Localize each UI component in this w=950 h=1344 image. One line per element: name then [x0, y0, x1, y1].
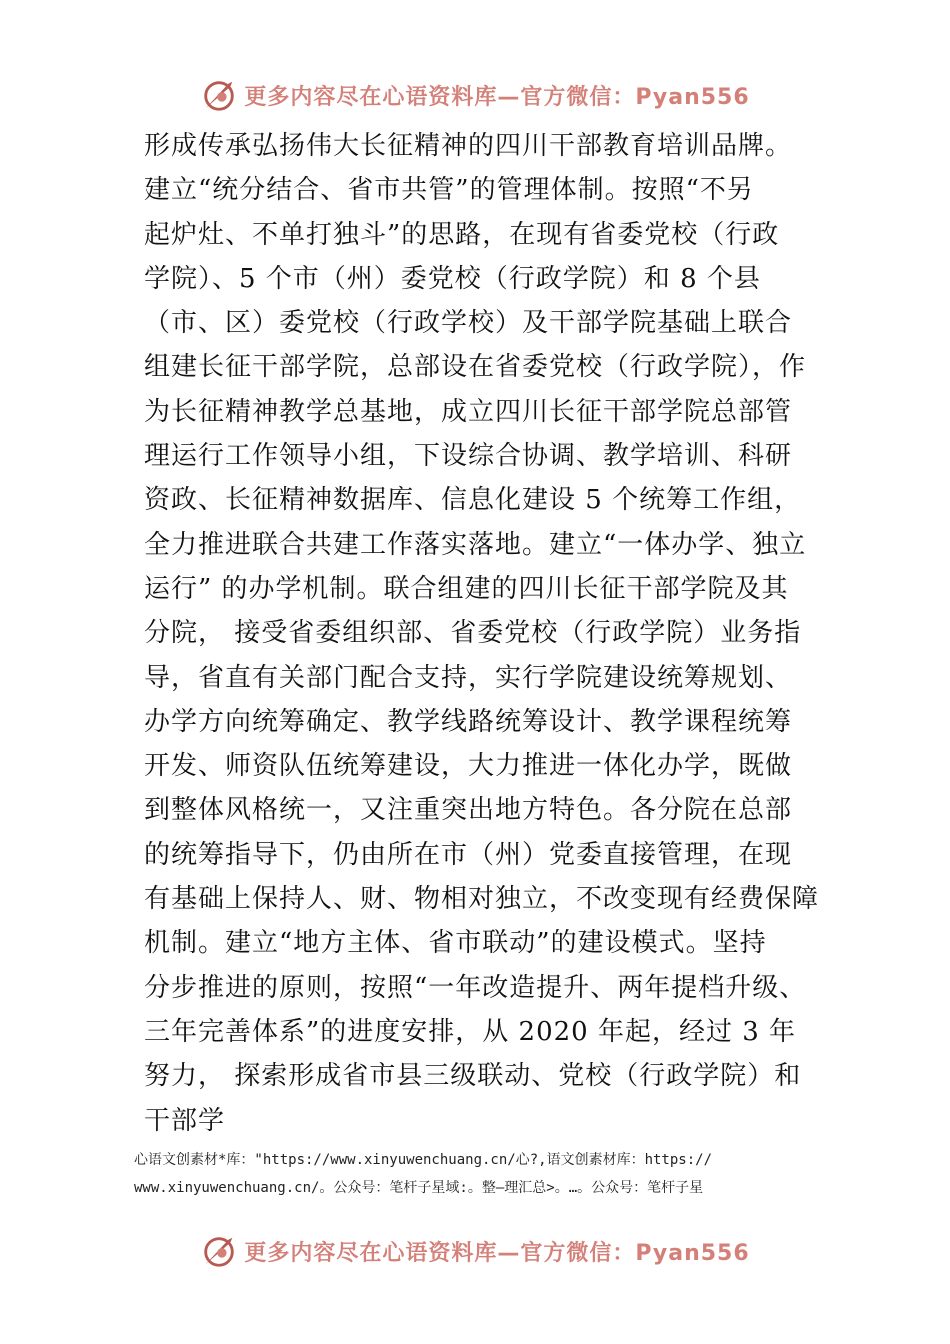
body-text-line: 建立“统分结合、省市共管”的管理体制。按照“不另: [144, 175, 754, 206]
body-text-line: 导，省直有关部门配合支持，实行学院建设统筹规划、: [144, 662, 793, 693]
header-banner: [0, 70, 950, 120]
body-text-line: 三年完善体系”的进度安排，从 2020 年起，经过 3 年: [144, 1016, 797, 1047]
quill-circle-logo-icon: [200, 1232, 238, 1270]
body-text-line: 分步推进的原则，按照“一年改造提升、两年提档升级、: [144, 972, 807, 1003]
body-text-line: （市、区）委党校（行政学校）及干部学院基础上联合: [144, 308, 793, 339]
body-text-line: 为长征精神教学总基地，成立四川长征干部学院总部管: [144, 396, 793, 427]
body-text-line: 组建长征干部学院，总部设在省委党校（行政学院），作: [144, 352, 807, 383]
body-text-line: 机制。建立“地方主体、省市联动”的建设模式。坚持: [144, 928, 767, 959]
body-text-line: 全力推进联合共建工作落实落地。建立“一体办学、独立: [144, 529, 807, 560]
body-text-line: 形成传承弘扬伟大长征精神的四川干部教育培训品牌。: [144, 131, 793, 161]
source-note-line: www.xinyuwenchuang.cn/。公众号：笔杆子星域:。整—理汇总>。…。公众号：笔杆子星: [134, 1180, 704, 1196]
header-banner-text: 更多内容尽在心语资料库—官方微信：Pyan556: [244, 84, 750, 110]
source-note: [134, 1146, 834, 1202]
body-text-line: 学院）、5 个市（州）委党校（行政学院）和 8 个县: [144, 263, 761, 294]
body-text-line: 运行” 的办学机制。联合组建的四川长征干部学院及其: [144, 573, 789, 604]
source-note-line: 心语文创素材*库："https://www.xinyuwenchuang.cn/心?,语文创素材库：https://: [134, 1152, 713, 1168]
footer-banner-text: 更多内容尽在心语资料库—官方微信：Pyan556: [244, 1240, 750, 1266]
body-text-line: 分院， 接受省委组织部、省委党校（行政学院）业务指: [144, 618, 802, 649]
quill-circle-logo-icon: [200, 76, 238, 114]
body-text-line: 干部学: [144, 1105, 226, 1136]
body-text-line: 资政、长征精神数据库、信息化建设 5 个统筹工作组，: [144, 485, 802, 516]
body-text-line: 开发、师资队伍统筹建设，大力推进一体化办学，既做: [144, 751, 793, 782]
document-body: [144, 124, 824, 1143]
footer-banner: [0, 1226, 950, 1276]
body-text-line: 办学方向统筹确定、教学线路统筹设计、教学课程统筹: [144, 706, 793, 737]
body-text-line: 有基础上保持人、财、物相对独立，不改变现有经费保障: [144, 884, 820, 915]
body-text-line: 理运行工作领导小组，下设综合协调、教学培训、科研: [144, 441, 793, 472]
body-text-line: 到整体风格统一，又注重突出地方特色。各分院在总部: [144, 795, 793, 826]
body-text-line: 努力， 探索形成省市县三级联动、党校（行政学院）和: [144, 1061, 802, 1092]
body-text-line: 起炉灶、不单打独斗”的思路，在现有省委党校（行政: [144, 219, 780, 250]
body-text-line: 的统筹指导下，仍由所在市（州）党委直接管理，在现: [144, 839, 793, 870]
